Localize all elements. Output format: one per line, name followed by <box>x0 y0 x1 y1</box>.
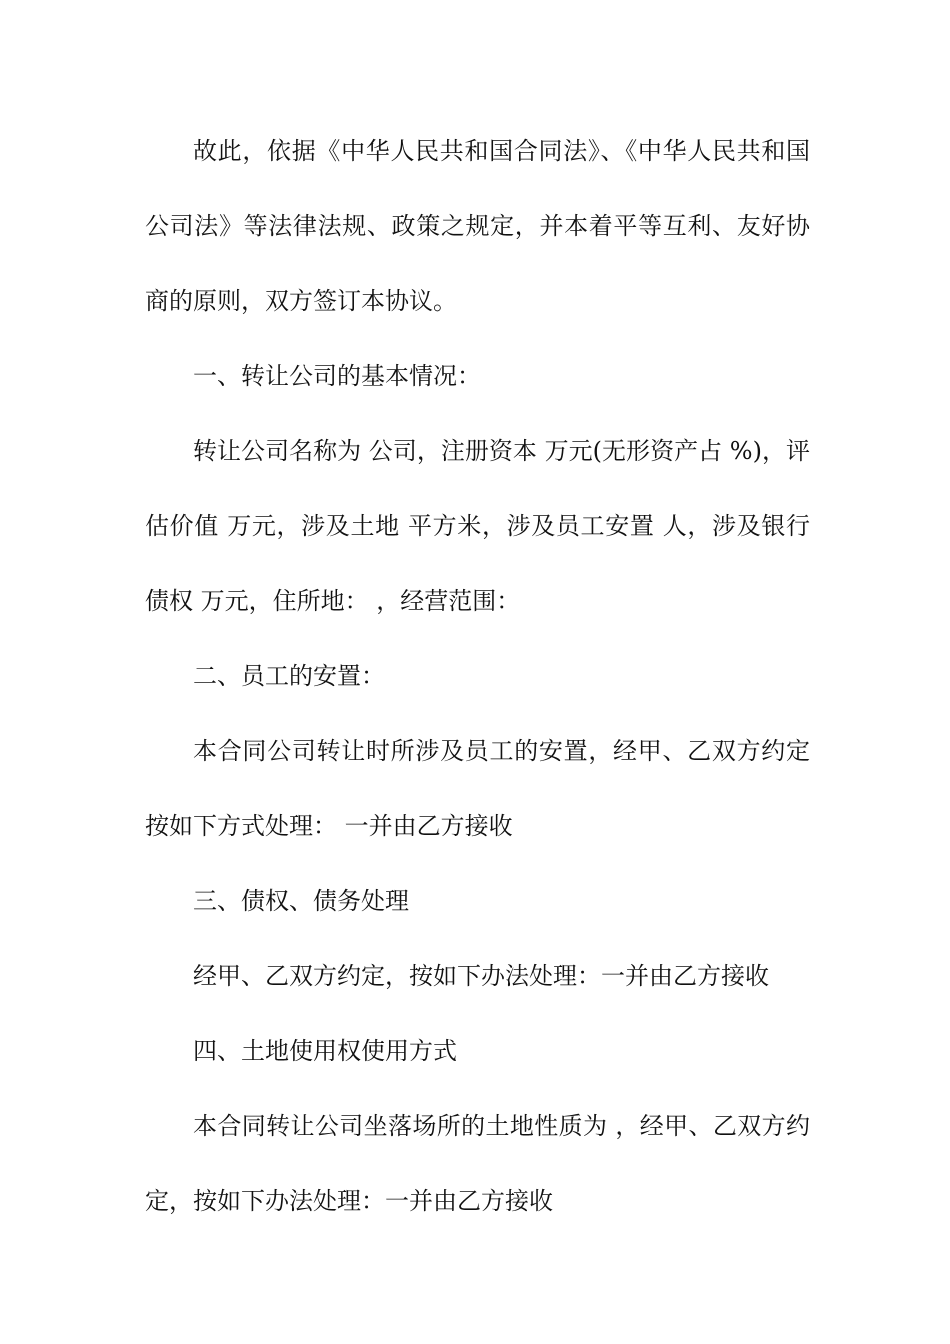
document-body <box>145 114 810 1239</box>
paragraph-employee-placement: 本合同公司转让时所涉及员工的安置，经甲、乙双方约定按如下方式处理： 一并由乙方接收 <box>145 737 810 840</box>
paragraph-land-use: 本合同转让公司坐落场所的土地性质为 ，经甲、乙双方约定，按如下办法处理：一并由乙方接收 <box>145 1112 810 1215</box>
paragraph-debt-handling: 经甲、乙双方约定，按如下办法处理：一并由乙方接收 <box>193 962 769 990</box>
section-heading-3: 三、债权、债务处理 <box>193 887 409 915</box>
paragraph-company-info: 转让公司名称为 公司，注册资本 万元(无形资产占 %)，评估价值 万元，涉及土地 平方米，涉及员工安置 人，涉及银行债权 万元，住所地： ，经营范围： <box>145 437 810 615</box>
section-heading-1: 一、转让公司的基本情况： <box>193 362 481 390</box>
section-heading-4: 四、土地使用权使用方式 <box>193 1037 457 1065</box>
paragraph-preamble: 故此，依据《中华人民共和国合同法》、《中华人民共和国公司法》等法律法规、政策之规定，并本着平等互利、友好协商的原则，双方签订本协议。 <box>145 137 810 315</box>
section-heading-2: 二、员工的安置： <box>193 662 385 690</box>
